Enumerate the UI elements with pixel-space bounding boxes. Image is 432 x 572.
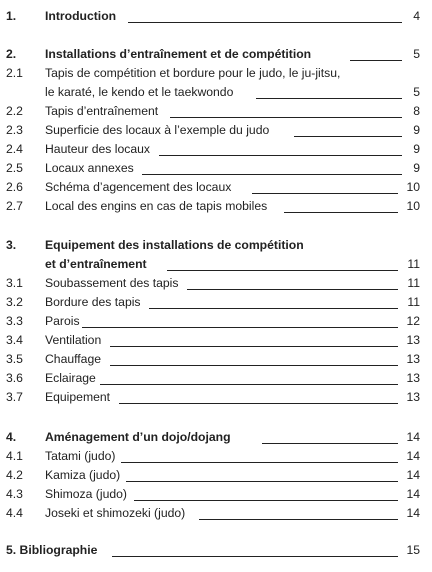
toc-entry-4-2[interactable] [0,466,432,484]
toc-entry-3[interactable] [0,236,432,254]
toc-entry-3-continued[interactable] [0,255,432,273]
entry-title: Eclairage [45,371,96,385]
entry-number: 2.4 [6,142,23,156]
toc-entry-3-6[interactable] [0,369,432,387]
entry-page: 14 [406,506,420,520]
leader-line [110,365,398,366]
toc-entry-2[interactable] [0,45,432,63]
entry-title: Joseki et shimozeki (judo) [45,506,186,520]
entry-number: 3.2 [6,295,23,309]
toc-entry-4-4[interactable] [0,504,432,522]
entry-page: 13 [406,352,420,366]
toc-entry-4-1[interactable] [0,447,432,465]
entry-number: 2.6 [6,180,23,194]
toc-entry-1[interactable] [0,7,432,25]
entry-number: 4.3 [6,487,23,501]
leader-line [128,22,402,23]
toc-entry-3-5[interactable] [0,350,432,368]
entry-title: Equipement des installations de compétition [45,238,304,252]
entry-page: 5 [413,47,420,61]
leader-line [100,384,398,385]
entry-number: 3. [6,238,17,252]
leader-line [121,462,398,463]
entry-number: 3.3 [6,314,23,328]
entry-title: Ventilation [45,333,102,347]
toc-entry-2-4[interactable] [0,140,432,158]
toc-entry-4[interactable] [0,428,432,446]
entry-number: 2.7 [6,199,23,213]
toc-entry-3-3[interactable] [0,312,432,330]
leader-line [284,212,398,213]
entry-page: 9 [413,161,420,175]
entry-title: Soubassement des tapis [45,276,179,290]
entry-page: 13 [406,333,420,347]
entry-page: 5 [413,85,420,99]
leader-line [294,136,402,137]
toc-entry-3-1[interactable] [0,274,432,292]
leader-line [134,500,398,501]
toc-entry-3-4[interactable] [0,331,432,349]
toc-entry-2-3[interactable] [0,121,432,139]
entry-title: Parois [45,314,80,328]
entry-title: Local des engins en cas de tapis mobiles [45,199,268,213]
entry-number: 2.2 [6,104,23,118]
toc-entry-2-5[interactable] [0,159,432,177]
entry-number: 4.2 [6,468,23,482]
entry-number: 3.7 [6,390,23,404]
entry-title: Tapis d’entraînement [45,104,159,118]
toc-entry-2-1-continued[interactable] [0,83,432,101]
entry-page: 14 [406,449,420,463]
leader-line [112,556,398,557]
leader-line [110,346,398,347]
entry-title: Superficie des locaux à l’exemple du judo [45,123,270,137]
entry-number: 3.1 [6,276,23,290]
entry-title: Tatami (judo) [45,449,116,463]
toc-entry-2-2[interactable] [0,102,432,120]
entry-number: 2.1 [6,66,23,80]
leader-line [126,481,398,482]
entry-number: 2.3 [6,123,23,137]
toc-entry-2-6[interactable] [0,178,432,196]
entry-number: 1. [6,9,17,23]
entry-page: 11 [407,295,420,309]
leader-line [199,519,398,520]
toc-entry-4-3[interactable] [0,485,432,503]
entry-title: Installations d’entraînement et de compétition [45,47,312,61]
leader-line [142,174,402,175]
entry-number: 2.5 [6,161,23,175]
entry-page: 10 [406,180,420,194]
entry-page: 9 [413,123,420,137]
leader-line [170,117,402,118]
entry-page: 13 [406,371,420,385]
entry-number: 3.4 [6,333,23,347]
entry-title: 5. Bibliographie [6,543,98,557]
leader-line [119,403,398,404]
leader-line [149,308,398,309]
entry-title-continued: le karaté, le kendo et le taekwondo [45,85,234,99]
toc-entry-3-7[interactable] [0,388,432,406]
entry-page: 4 [413,9,420,23]
leader-line [256,98,402,99]
entry-title: Schéma d’agencement des locaux [45,180,232,194]
entry-page: 10 [406,199,420,213]
entry-title: Kamiza (judo) [45,468,121,482]
entry-page: 9 [413,142,420,156]
entry-title: Chauffage [45,352,102,366]
entry-number: 2. [6,47,17,61]
leader-line [167,270,398,271]
entry-title: Equipement [45,390,111,404]
entry-page: 15 [406,543,420,557]
leader-line [350,60,402,61]
toc-entry-3-2[interactable] [0,293,432,311]
leader-line [252,193,398,194]
entry-page: 11 [407,257,420,271]
entry-page: 12 [406,314,420,328]
entry-page: 14 [406,487,420,501]
entry-number: 4.4 [6,506,23,520]
entry-title: Hauteur des locaux [45,142,151,156]
leader-line [187,289,398,290]
toc-entry-2-1[interactable] [0,64,432,82]
entry-page: 14 [406,468,420,482]
leader-line [82,327,398,328]
entry-title: Locaux annexes [45,161,134,175]
leader-line [159,155,402,156]
entry-number: 3.5 [6,352,23,366]
entry-number: 3.6 [6,371,23,385]
leader-line [262,443,398,444]
toc-entry-2-7[interactable] [0,197,432,215]
entry-page: 11 [407,276,420,290]
entry-number: 4. [6,430,17,444]
entry-title: Bordure des tapis [45,295,141,309]
entry-title: Shimoza (judo) [45,487,127,501]
entry-number: 4.1 [6,449,23,463]
entry-page: 13 [406,390,420,404]
toc-entry-5[interactable] [0,541,432,559]
entry-title-continued: et d’entraînement [45,257,147,271]
entry-title: Aménagement d’un dojo/dojang [45,430,231,444]
entry-title: Introduction [45,9,117,23]
entry-page: 14 [406,430,420,444]
entry-title: Tapis de compétition et bordure pour le judo, le ju-jitsu, [45,66,341,80]
entry-page: 8 [413,104,420,118]
